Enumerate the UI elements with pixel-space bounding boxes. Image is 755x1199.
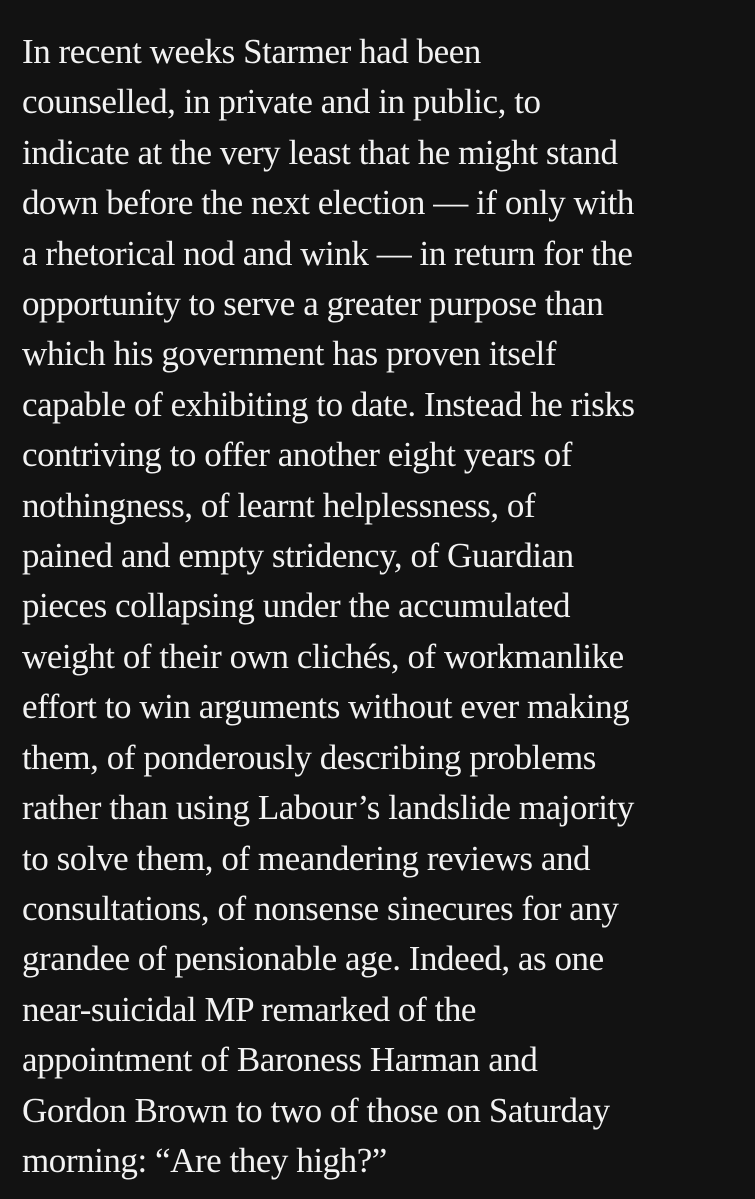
paragraph-line: morning: “Are they high?” bbox=[22, 1140, 387, 1180]
article-paragraph bbox=[22, 27, 747, 1186]
paragraph-line: counselled, in private and in public, to bbox=[22, 82, 541, 122]
paragraph-line: In recent weeks Starmer had been bbox=[22, 32, 481, 71]
paragraph-line: appointment of Baroness Harman and bbox=[22, 1040, 538, 1080]
paragraph-line: a rhetorical nod and wink — in return for the bbox=[22, 233, 633, 273]
paragraph-line: near-suicidal MP remarked of the bbox=[22, 989, 476, 1029]
paragraph-line: to solve them, of meandering reviews and bbox=[22, 838, 591, 878]
paragraph-line: contriving to offer another eight years of bbox=[22, 435, 572, 475]
paragraph-line: nothingness, of learnt helplessness, of bbox=[22, 485, 536, 525]
paragraph-line: grandee of pensionable age. Indeed, as one bbox=[22, 939, 604, 979]
paragraph-line: pieces collapsing under the accumulated bbox=[22, 586, 571, 626]
paragraph-line: opportunity to serve a greater purpose than bbox=[22, 284, 604, 324]
paragraph-line: rather than using Labour’s landslide majority bbox=[22, 788, 634, 828]
paragraph-line: indicate at the very least that he might stand bbox=[22, 132, 618, 172]
paragraph-line: Gordon Brown to two of those on Saturday bbox=[22, 1090, 610, 1130]
paragraph-line: weight of their own clichés, of workmanlike bbox=[22, 636, 624, 676]
paragraph-line: consultations, of nonsense sinecures for any bbox=[22, 888, 619, 928]
paragraph-line: capable of exhibiting to date. Instead he risks bbox=[22, 384, 635, 424]
paragraph-line: pained and empty stridency, of Guardian bbox=[22, 536, 574, 576]
paragraph-line: down before the next election — if only with bbox=[22, 183, 634, 223]
paragraph-line: which his government has proven itself bbox=[22, 334, 557, 374]
paragraph-line: them, of ponderously describing problems bbox=[22, 737, 596, 777]
paragraph-line: effort to win arguments without ever making bbox=[22, 687, 630, 727]
